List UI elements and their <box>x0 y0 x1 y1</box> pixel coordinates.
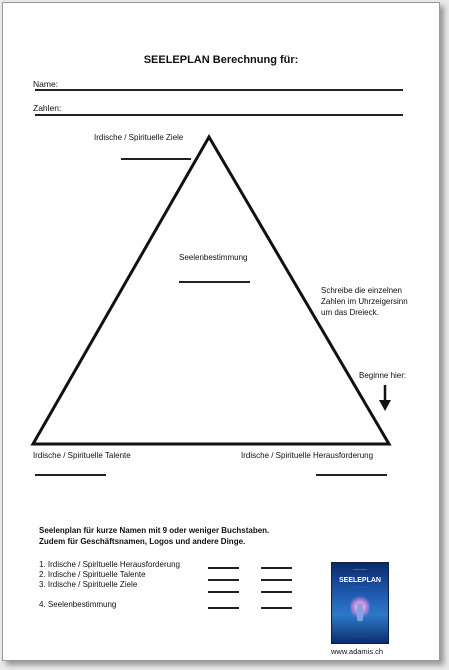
name-label: Name: <box>33 79 59 89</box>
top-label: Irdische / Spirituelle Ziele <box>94 133 184 142</box>
answer-line[interactable] <box>261 591 292 593</box>
answer-line[interactable] <box>261 567 292 569</box>
right-label: Irdische / Spirituelle Herausforderung <box>241 451 374 460</box>
answer-line[interactable] <box>261 579 292 581</box>
answer-line[interactable] <box>208 591 239 593</box>
list-item: 4. Seelenbestimmung <box>39 600 117 609</box>
short-names-subheading: Zudem für Geschäftsnamen, Logos und andere Dinge. <box>39 537 246 546</box>
left-label: Irdische / Spirituelle Talente <box>33 451 131 460</box>
page-title: SEELEPLAN Berechnung für: <box>143 54 299 66</box>
answer-line[interactable] <box>261 607 292 609</box>
book-bottom-text: · · · · · · · · <box>353 634 367 638</box>
center-label: Seelenbestimmung <box>179 253 248 262</box>
instruction-line: Schreibe die einzelnen <box>321 286 402 295</box>
list-item: 2. Irdische / Spirituelle Talente <box>39 570 146 579</box>
numbers-label: Zahlen: <box>33 103 62 113</box>
book-cover[interactable] <box>331 562 389 644</box>
arrow-down-icon <box>377 384 393 412</box>
instruction-line: Zahlen im Uhrzeigersinn <box>321 297 408 306</box>
list-item: 1. Irdische / Spirituelle Herausforderung <box>39 560 180 569</box>
center-answer-line[interactable] <box>179 281 250 283</box>
answer-line[interactable] <box>208 567 239 569</box>
worksheet-page <box>2 2 440 661</box>
answer-line[interactable] <box>208 579 239 581</box>
figure-icon <box>357 603 363 621</box>
left-answer-line[interactable] <box>35 474 106 476</box>
book-top-text: ~~~~~~~~ <box>352 567 367 571</box>
answer-line[interactable] <box>208 607 239 609</box>
right-answer-line[interactable] <box>316 474 387 476</box>
website-link[interactable]: www.adamis.ch <box>331 647 384 656</box>
book-title: SEELEPLAN <box>338 577 381 584</box>
book-subtitle: · · · · · · · · · · · <box>351 586 369 589</box>
start-label: Beginne hier: <box>359 371 407 380</box>
list-item: 3. Irdische / Spirituelle Ziele <box>39 580 138 589</box>
short-names-heading: Seelenplan für kurze Namen mit 9 oder weniger Buchstaben. <box>39 526 270 535</box>
instruction-line: um das Dreieck. <box>321 308 379 317</box>
top-answer-line[interactable] <box>121 158 191 160</box>
instruction-text <box>321 285 431 318</box>
